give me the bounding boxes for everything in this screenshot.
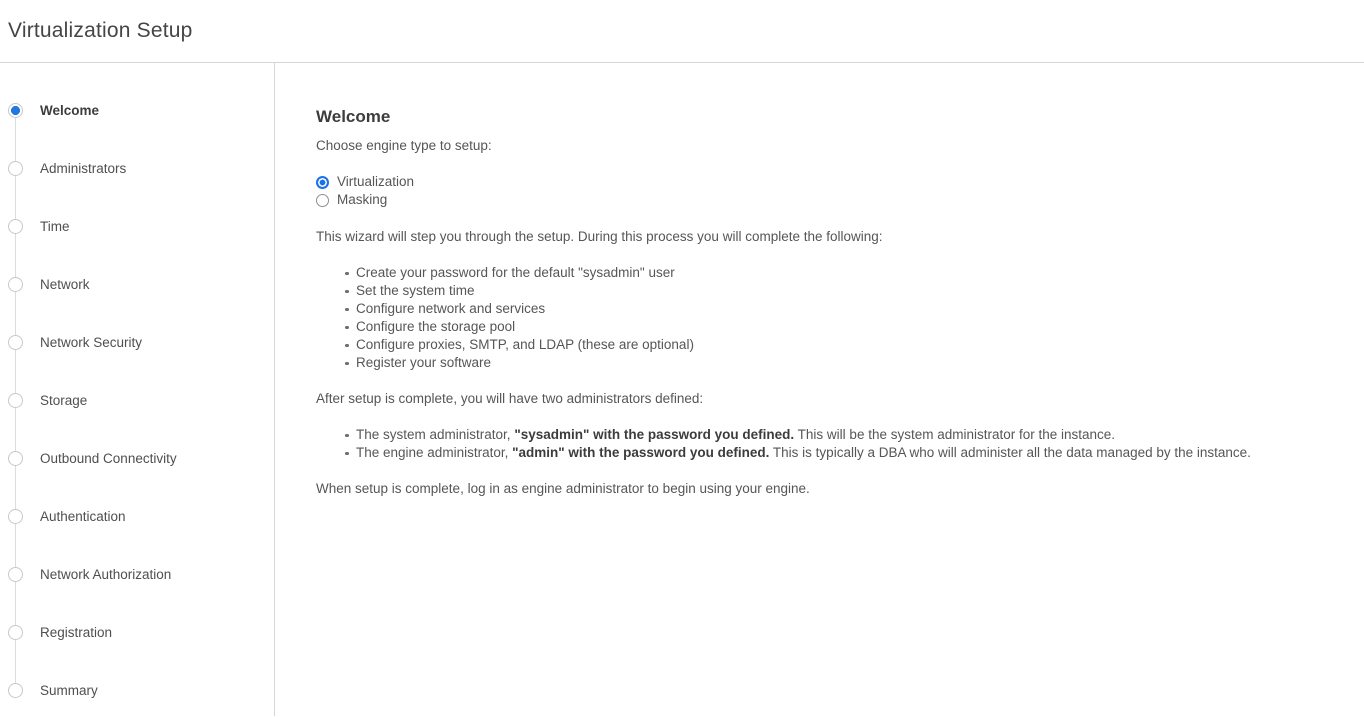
- step-circle-icon: [8, 567, 23, 582]
- step-circle-icon: [8, 451, 23, 466]
- radio-selected-icon[interactable]: [316, 176, 329, 189]
- list-item: [356, 444, 1324, 462]
- sidebar-item-label: Outbound Connectivity: [40, 450, 177, 466]
- admin-prefix: The system administrator,: [356, 427, 515, 442]
- sidebar-item-summary[interactable]: [0, 661, 274, 717]
- admin-bold: "sysadmin" with the password you defined.: [514, 427, 795, 442]
- engine-option-masking[interactable]: [316, 191, 1324, 209]
- sidebar-item-label: Time: [40, 218, 70, 234]
- sidebar-item-label: Network Authorization: [40, 566, 172, 582]
- closing-text: When setup is complete, log in as engine administrator to begin using your engine.: [316, 481, 810, 496]
- list-item: Create your password for the default "sysadmin" user: [356, 264, 1324, 282]
- step-circle-icon: [8, 161, 23, 176]
- list-item: Configure network and services: [356, 300, 1324, 318]
- sidebar-item-welcome[interactable]: [0, 81, 274, 139]
- list-item: Set the system time: [356, 282, 1324, 300]
- setup-steps-list: [316, 264, 1324, 372]
- setup-stepper-sidebar: [0, 63, 275, 716]
- admin-prefix: The engine administrator,: [356, 445, 513, 460]
- admin-suffix: This is typically a DBA who will administer all the data managed by the instance.: [769, 445, 1251, 460]
- engine-type-radio-group: [316, 173, 1324, 209]
- list-item: [356, 426, 1324, 444]
- sidebar-item-label: Network: [40, 276, 90, 292]
- sidebar-item-registration[interactable]: [0, 603, 274, 661]
- sidebar-item-label: Administrators: [40, 160, 127, 176]
- sidebar-item-time[interactable]: [0, 197, 274, 255]
- administrators-list: [316, 426, 1324, 462]
- panel-heading: Welcome: [316, 107, 391, 126]
- sidebar-item-label: Welcome: [40, 102, 100, 118]
- engine-option-label: Masking: [337, 192, 388, 207]
- step-circle-icon: [8, 683, 23, 698]
- step-active-radio-icon: [8, 103, 23, 118]
- list-item: Configure proxies, SMTP, and LDAP (these are optional): [356, 336, 1324, 354]
- step-circle-icon: [8, 277, 23, 292]
- sidebar-item-label: Network Security: [40, 334, 143, 350]
- sidebar-item-network-authorization[interactable]: [0, 545, 274, 603]
- step-circle-icon: [8, 393, 23, 408]
- sidebar-item-storage[interactable]: [0, 371, 274, 429]
- step-circle-icon: [8, 219, 23, 234]
- sidebar-item-label: Registration: [40, 624, 113, 640]
- list-item: Configure the storage pool: [356, 318, 1324, 336]
- radio-unselected-icon[interactable]: [316, 194, 329, 207]
- admin-bold: "admin" with the password you defined.: [512, 445, 770, 460]
- engine-option-virtualization[interactable]: [316, 173, 1324, 191]
- choose-engine-label: Choose engine type to setup:: [316, 138, 492, 153]
- step-circle-icon: [8, 509, 23, 524]
- step-circle-icon: [8, 335, 23, 350]
- sidebar-item-administrators[interactable]: [0, 139, 274, 197]
- sidebar-item-authentication[interactable]: [0, 487, 274, 545]
- admin-suffix: This will be the system administrator for the instance.: [794, 427, 1116, 442]
- layout: [0, 63, 1364, 716]
- sidebar-item-network-security[interactable]: [0, 313, 274, 371]
- step-circle-icon: [8, 625, 23, 640]
- sidebar-item-label: Storage: [40, 392, 88, 408]
- sidebar-item-label: Authentication: [40, 508, 126, 524]
- sidebar-item-outbound-connectivity[interactable]: [0, 429, 274, 487]
- page-title: Virtualization Setup: [8, 19, 193, 42]
- sidebar-item-label: Summary: [40, 682, 98, 698]
- wizard-intro-text: This wizard will step you through the setup. During this process you will complete the following:: [316, 229, 883, 244]
- sidebar-item-network[interactable]: [0, 255, 274, 313]
- welcome-panel: [275, 63, 1364, 716]
- page-header: [0, 0, 1364, 63]
- after-setup-text: After setup is complete, you will have two administrators defined:: [316, 391, 704, 406]
- list-item: Register your software: [356, 354, 1324, 372]
- engine-option-label: Virtualization: [337, 174, 415, 189]
